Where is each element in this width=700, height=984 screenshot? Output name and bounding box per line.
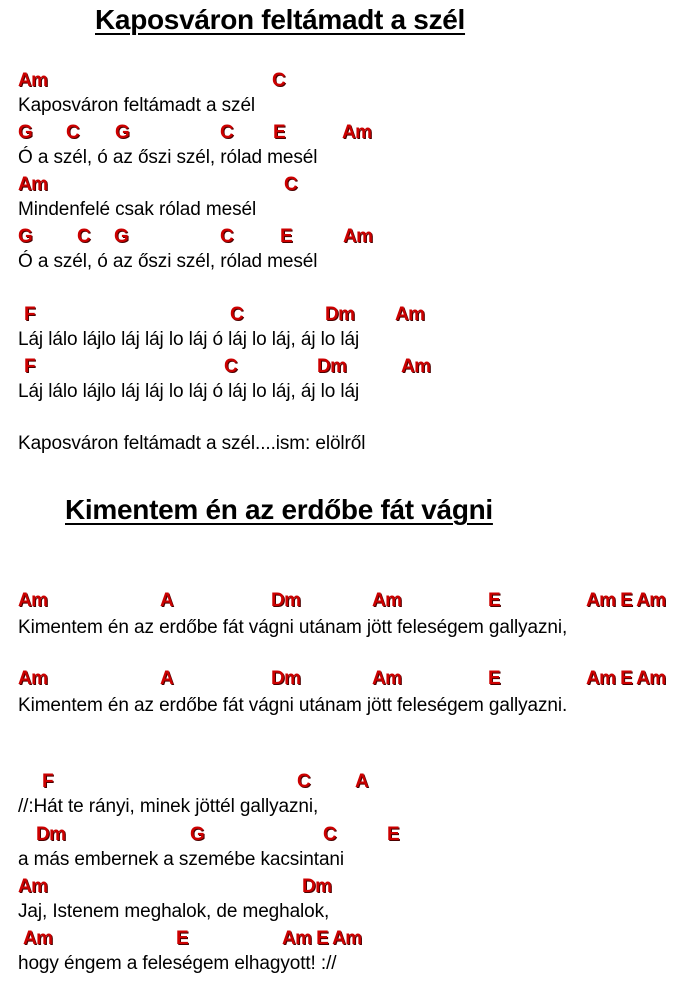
chord: C [230,304,244,325]
chord: Am [18,668,48,689]
chord: A [355,771,369,792]
chord: C [220,226,234,247]
chord: Dm [325,304,355,325]
chord: G [190,824,205,845]
chord: G [18,226,33,247]
chord: Dm [302,876,332,897]
chord: F [24,356,36,377]
lyric-line: hogy éngem a feleségem elhagyott! :// [18,953,337,974]
chord: E [488,668,501,689]
chord: G [18,122,33,143]
chord: Am [372,590,402,611]
lyric-line: a más embernek a szemébe kacsintani [18,849,344,870]
chord: Am [395,304,425,325]
chord: F [42,771,54,792]
lyric-line: Kimentem én az erdőbe fát vágni utánam jött feleségem gallyazni. [18,695,568,716]
chord: Am E Am [586,590,666,611]
chord: Dm [271,590,301,611]
chord: Am E Am [586,668,666,689]
chord: E [488,590,501,611]
lyric-line: Ó a szél, ó az őszi szél, rólad mesél [18,147,318,168]
chord: C [220,122,234,143]
chord: Am [18,590,48,611]
chord: C [77,226,91,247]
chord: Am [18,174,48,195]
lyric-line: Ó a szél, ó az őszi szél, rólad mesél [18,251,318,272]
lyric-line: Kimentem én az erdőbe fát vágni utánam jött feleségem gallyazni, [18,617,568,638]
chord: C [284,174,298,195]
lyric-line: Láj lálo lájlo láj láj lo láj ó láj lo láj, áj lo láj [18,329,360,350]
chord: C [272,70,286,91]
chord: Am [18,876,48,897]
chord: G [115,122,130,143]
chord: E [273,122,286,143]
chord: A [160,668,174,689]
song-title: Kimentem én az erdőbe fát vágni [65,494,493,525]
lyric-line: Jaj, Istenem meghalok, de meghalok, [18,901,330,922]
lyric-line: Mindenfelé csak rólad mesél [18,199,257,220]
lyric-line: Láj lálo lájlo láj láj lo láj ó láj lo láj, áj lo láj [18,381,360,402]
chord: E [176,928,189,949]
chord: E [280,226,293,247]
chord: Am [23,928,53,949]
chord: Am [342,122,372,143]
lyric-line: //:Hát te rányi, minek jöttél gallyazni, [18,796,319,817]
chord: G [114,226,129,247]
chord: Am [343,226,373,247]
chord: C [224,356,238,377]
chord: E [387,824,400,845]
chord: Am [372,668,402,689]
chord: Dm [317,356,347,377]
chord: Am E Am [282,928,362,949]
chord: A [160,590,174,611]
chord: Dm [36,824,66,845]
chord: C [323,824,337,845]
outro-line: Kaposváron feltámadt a szél....ism: elölről [18,433,366,454]
song-title: Kaposváron feltámadt a szél [95,4,466,35]
chord: Am [18,70,48,91]
chord: Am [401,356,431,377]
chord: F [24,304,36,325]
lyric-line: Kaposváron feltámadt a szél [18,95,256,116]
chord: C [297,771,311,792]
chord: C [66,122,80,143]
chord: Dm [271,668,301,689]
